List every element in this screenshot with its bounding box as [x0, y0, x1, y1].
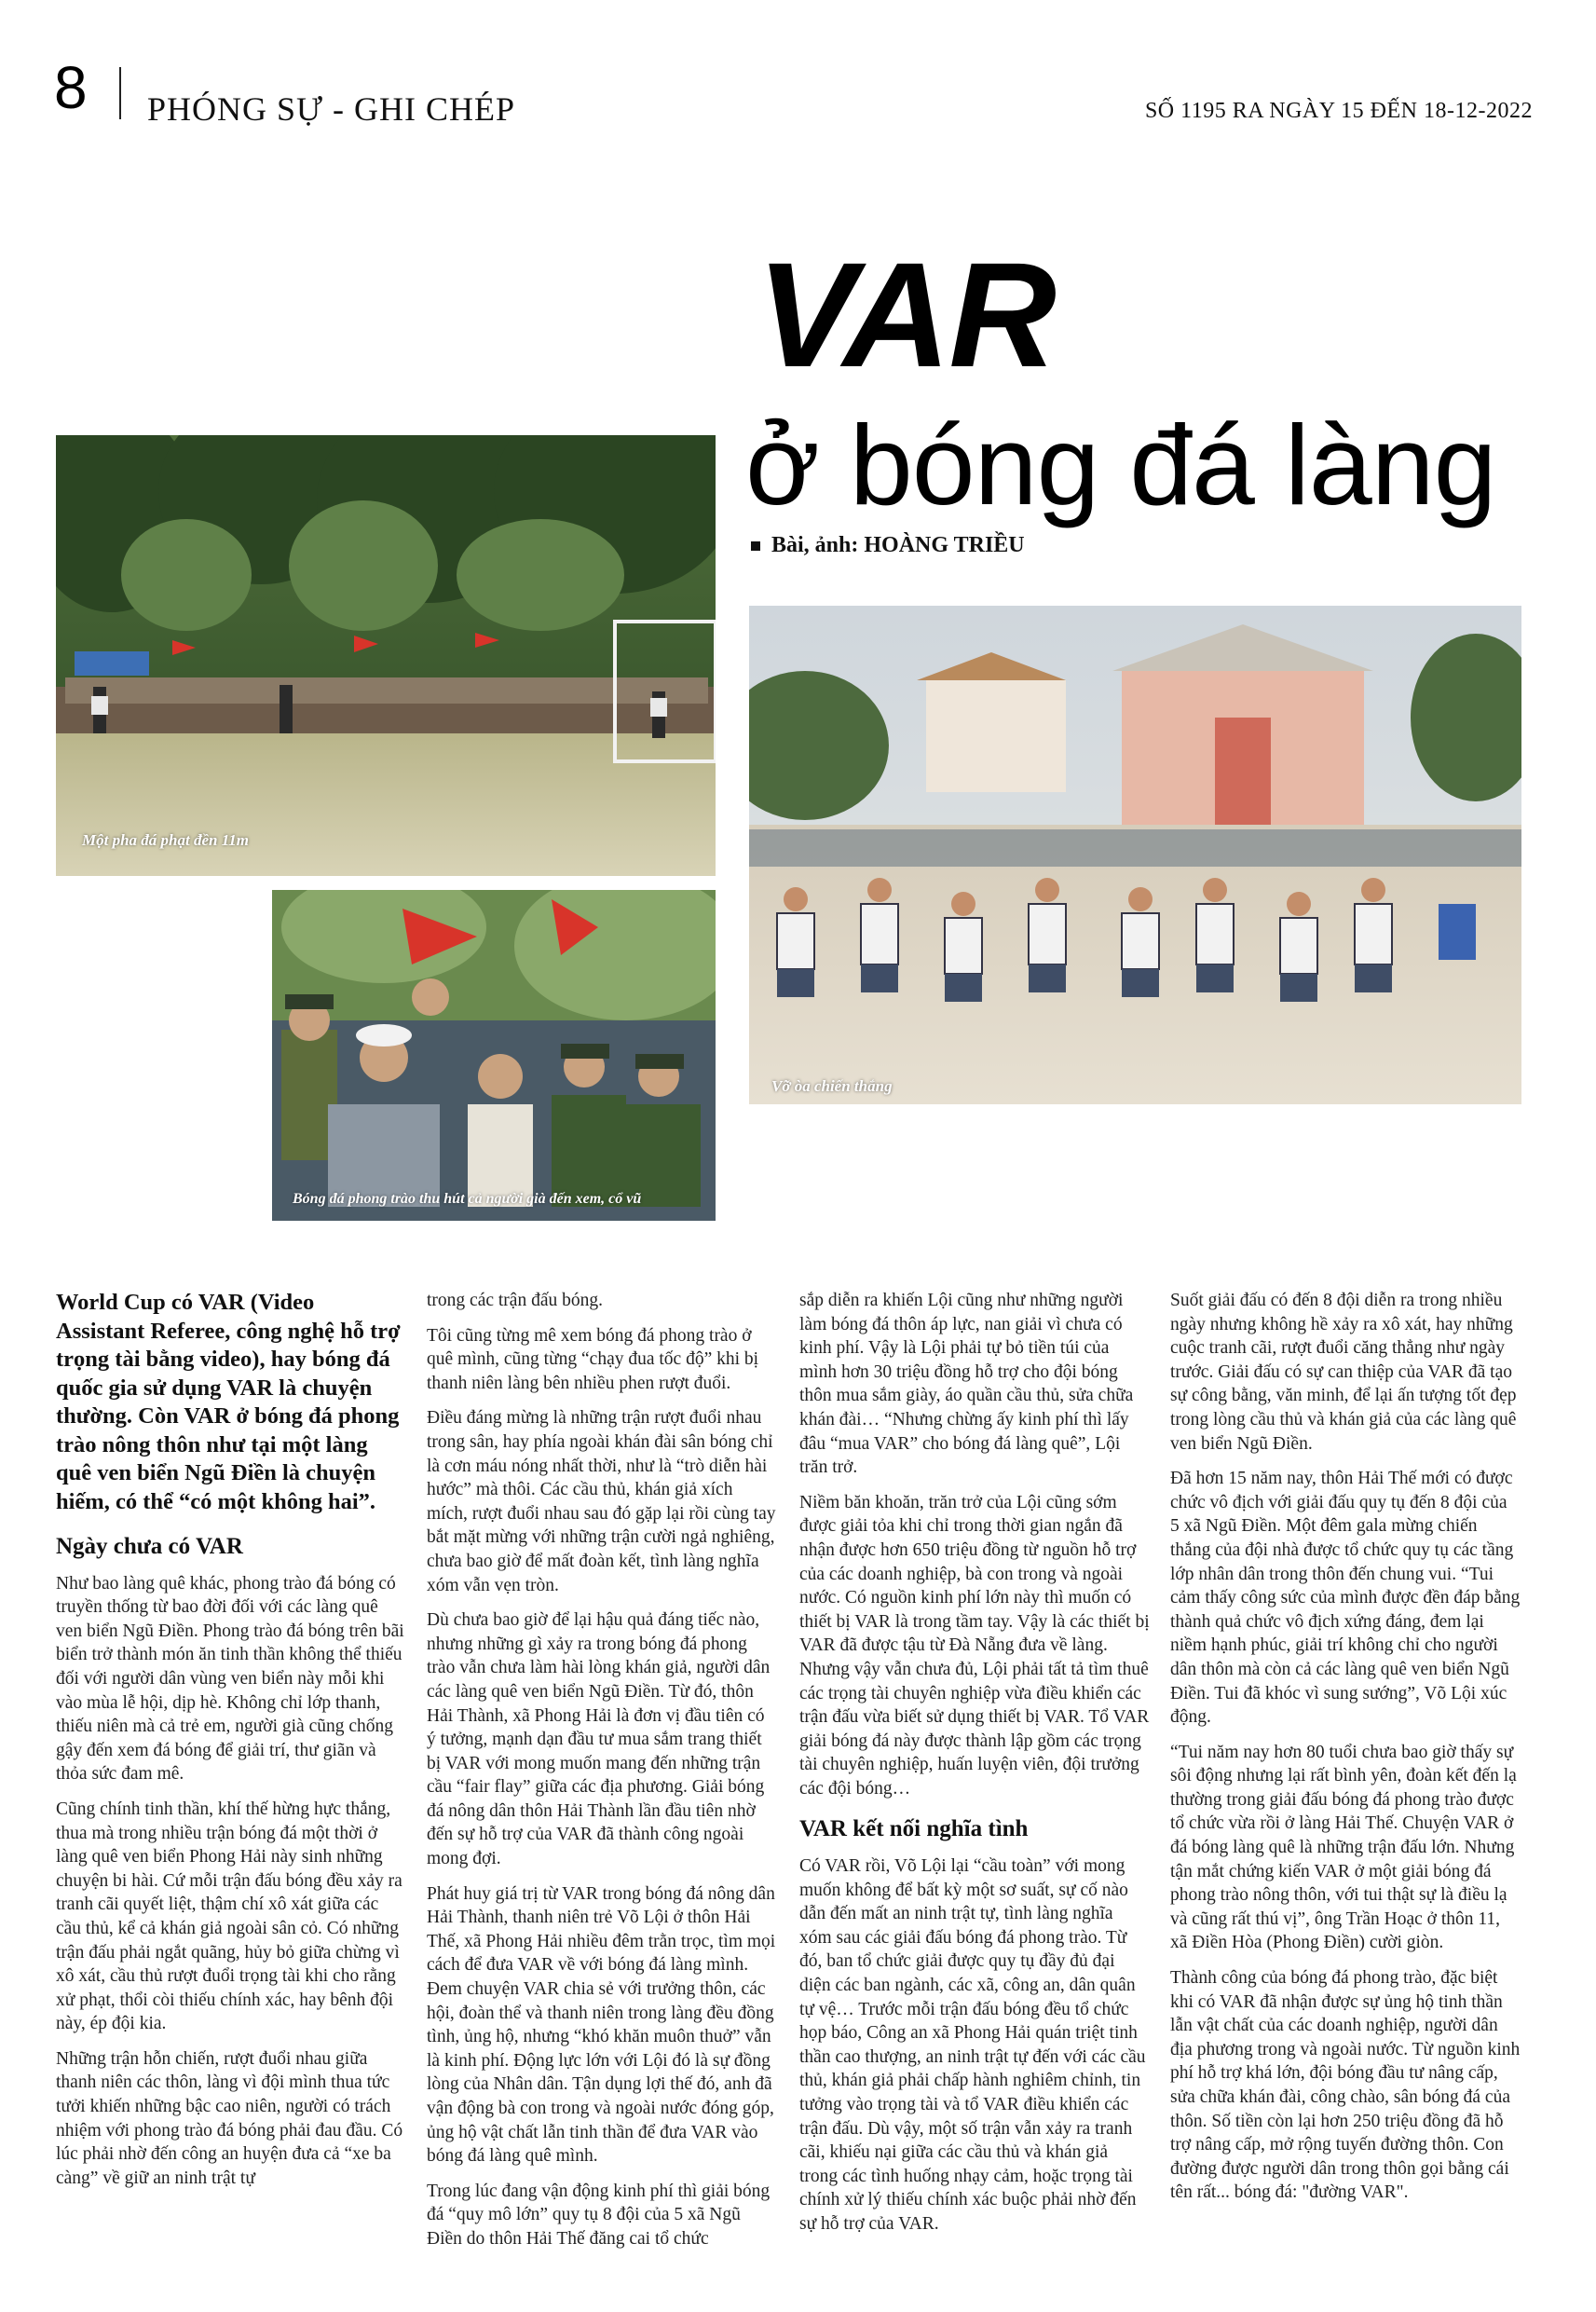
photo-celebration	[749, 606, 1521, 1104]
article-paragraph: Trong lúc đang vận động kinh phí thì giải bóng đá “quy mô lớn” quy tụ 8 đội của 5 xã Ngũ Điền do thôn Hải Thế đăng cai tổ chức	[427, 2181, 771, 2249]
photo-celebration-image	[749, 606, 1521, 1104]
bullet-square-icon	[751, 541, 760, 551]
article-lead: World Cup có VAR (Video Assistant Referee, công nghệ hỗ trợ trọng tài bằng video), hay bóng đá quốc gia sử dụng VAR là chuyện thường. Còn VAR ở bóng đá phong trào nông thôn như tại một làng quê ven biển Ngũ Điền là chuyện hiếm, có thể “có một không hai”.	[56, 1290, 401, 1514]
article-paragraph: Phát huy giá trị từ VAR trong bóng đá nông dân Hải Thành, thanh niên trẻ Võ Lội ở thôn Hải Thế, xã Phong Hải nhiều đêm trằn trọc, tìm mọi cách để đưa VAR về với bóng đá làng mình. Đem chuyện VAR chia sẻ với trưởng thôn, các hội, đoàn thể và thanh niên trong làng đều đồng tình, ủng hộ, nhưng “khó khăn muôn thuở” vẫn là kinh phí. Động lực lớn với Lội đó là sự đồng lòng của Nhân dân. Tận dụng lợi thế đó, anh đã vận động bà con trong và ngoài nước đóng góp, ủng hộ vật chất lẫn tinh thần để đưa VAR vào bóng đá làng quê mình.	[427, 1883, 776, 2167]
article-paragraph: Suốt giải đấu có đến 8 đội diễn ra trong nhiều ngày nhưng không hề xảy ra xô xát, hay những cuộc tranh cãi, rượt đuổi căng thẳng như ngày trước. Giải đấu có sự can thiệp của VAR đã tạo sự công bằng, văn minh, để lại ấn tượng tốt đẹp trong lòng cầu thủ và khán giả của các làng quê ven biển Ngũ Điền.	[1170, 1291, 1517, 1454]
article-column-2	[427, 1289, 777, 2263]
photo-spectators	[272, 890, 716, 1221]
caption-celebration: Vỡ òa chiến thắng	[771, 1077, 893, 1095]
article-paragraph: Như bao làng quê khác, phong trào đá bóng có truyền thống từ bao đời đối với các làng quê ven biển Ngũ Điền. Phong trào đá bóng trên bãi biển trở thành món ăn tinh thần không thể thiếu đối với người dân vùng ven biển này mỗi khi vào mùa lễ hội, dịp hè. Không chỉ lớp thanh, thiếu niên mà cả trẻ em, người già cũng chống gậy đến xem đá bóng để giải trí, thư giãn và thỏa sức đam mê.	[56, 1573, 404, 1785]
article-column-3	[799, 1289, 1150, 2248]
article-paragraph: Niềm băn khoăn, trăn trở của Lội cũng sớm được giải tỏa khi chỉ trong thời gian ngắn đã nhận được hơn 650 triệu đồng từ nguồn hỗ trợ của các doanh nghiệp, bà con trong và ngoài nước. Có nguồn kinh phí lớn này thì muốn có thiết bị VAR là trong tầm tay. Vậy là các thiết bị VAR đã được tậu từ Đà Nẵng đưa về làng. Nhưng vậy vẫn chưa đủ, Lội phải tất tả tìm thuê các trọng tài chuyên nghiệp vừa điều khiển các trận đấu vừa biết sử dụng thiết bị VAR. Tổ VAR giải bóng đá này được thành lập gồm các trọng tài chuyên nghiệp, huấn luyện viên, đội trưởng các đội bóng…	[799, 1492, 1150, 1799]
subhead-var-connection: VAR kết nối nghĩa tình	[799, 1816, 1029, 1842]
photo-penalty-kick-image	[56, 435, 716, 876]
headline-subtitle: ở bóng đá làng	[745, 402, 1496, 528]
article-paragraph: Có VAR rồi, Võ Lội lại “cầu toàn” với mong muốn không để bất kỳ một sơ suất, sự cố nào dẫn đến mất an ninh trật tự, tình làng nghĩa xóm sau các giải đấu bóng đá phong trào. Từ đó, ban tổ chức giải được quy tụ đầy đủ đại diện các ban ngành, các xã, công an, dân quân tự vệ… Trước mỗi trận đấu bóng đều tổ chức họp báo, Công an xã Phong Hải quán triệt tinh thần cao thượng, an ninh trật tự đến với các cầu thủ, khán giả phải chấp hành nghiêm chỉnh, tin tưởng vào trọng tài và tổ VAR điều khiển các trận đấu. Dù vậy, một số trận vẫn xảy ra tranh cãi, khiếu nại giữa các cầu thủ và khán giả trong các tình huống nhạy cảm, hoặc trọng tài chính xử lý thiếu chính xác buộc phải nhờ đến sự hỗ trợ của VAR.	[799, 1856, 1146, 2234]
article-paragraph: Thành công của bóng đá phong trào, đặc biệt khi có VAR đã nhận được sự ủng hộ tinh thần lẫn vật chất của các doanh nghiệp, người dân địa phương trong và ngoài nước. Từ nguồn kinh phí hỗ trợ khá lớn, đội bóng đầu tư nâng cấp, sửa chữa khán đài, công chào, sân bóng đá của thôn. Số tiền còn lại hơn 250 triệu đồng đã hỗ trợ nâng cấp, mở rộng tuyến đường thôn. Con đường được người dân trong thôn gọi bằng cái tên rất... bóng đá: "đường VAR".	[1170, 1968, 1521, 2203]
article-column-1	[56, 1289, 406, 2201]
header-divider	[119, 67, 121, 119]
photo-penalty-kick	[56, 435, 716, 876]
article-paragraph: “Tui năm nay hơn 80 tuổi chưa bao giờ thấy sự sôi động nhưng lại rất bình yên, đoàn kết đến lạ thường trong giải đấu bóng đá phong trào được tổ chức vừa rồi ở làng Hải Thế. Chuyện VAR ở đá bóng làng quê là những trận đấu lớn. Nhưng tận mắt chứng kiến VAR ở một giải bóng đá phong trào nông thôn, với tui thật sự là điều lạ và cũng rất thú vị”, ông Trần Hoạc ở thôn 11, xã Điền Hòa (Phong Điền) cười giòn.	[1170, 1742, 1517, 1953]
article-paragraph: Cũng chính tinh thần, khí thế hừng hực thắng, thua mà trong nhiều trận bóng đá một thời ở làng quê ven biển Phong Hải này sinh những chuyện bi hài. Cứ mỗi trận đấu bóng đều xảy ra tranh cãi quyết liệt, thậm chí xô xát giữa các cầu thủ, kể cả khán giả ngoài sân cỏ. Có những trận đấu phải ngắt quãng, hủy bỏ giữa chừng vì xô xát, cầu thủ rượt đuổi trọng tài khi cho rằng xử phạt, thổi còi thiếu chính xác, hay bênh đội này, ép đội kia.	[56, 1799, 402, 2034]
subhead-before-var: Ngày chưa có VAR	[56, 1534, 243, 1559]
byline-text: Bài, ảnh: HOÀNG TRIỀU	[771, 533, 1025, 557]
section-label: PHÓNG SỰ - GHI CHÉP	[147, 90, 515, 128]
byline	[751, 533, 1025, 558]
article-paragraph: Điều đáng mừng là những trận rượt đuổi nhau trong sân, hay phía ngoài khán đài sân bóng chỉ là cơn máu nóng nhất thời, như là “trò diễn hài hước” mà thôi. Các cầu thủ, khán giả xích mích, rượt đuổi nhau sau đó gặp lại rồi cùng tay bắt mặt mừng với những trận cười ngả nghiêng, chưa bao giờ để mất đoàn kết, tình làng nghĩa xóm vẫn vẹn tròn.	[427, 1408, 776, 1595]
article-paragraph: trong các trận đấu bóng.	[427, 1291, 603, 1310]
article-paragraph: sắp diễn ra khiến Lội cũng như những người làm bóng đá thôn áp lực, nan giải vì chưa có kinh phí. Vậy là Lội phải tự bỏ tiền túi của mình hơn 30 triệu đồng hỗ trợ cho đội bóng thôn mua sắm giày, áo quần cầu thủ, sửa chữa khán đài… “Nhưng chừng ấy kinh phí thì lấy đâu “mua VAR” cho bóng đá làng quê”, Lội trăn trở.	[799, 1291, 1134, 1478]
page-number: 8	[54, 54, 88, 121]
issue-line: SỐ 1195 RA NGÀY 15 ĐẾN 18-12-2022	[1144, 99, 1533, 123]
caption-penalty: Một pha đá phạt đền 11m	[82, 831, 250, 849]
article-paragraph: Những trận hỗn chiến, rượt đuổi nhau giữa thanh niên các thôn, làng vì đội mình thua tức tưởi khiến những bậc cao niên, người có trách nhiệm với phong trào đá bóng phải đau đầu. Có lúc phải nhờ đến công an huyện đưa cả “xe ba càng” về giữ an ninh trật tự	[56, 2048, 403, 2188]
caption-spectators: Bóng đá phong trào thu hút cả người già đến xem, cổ vũ	[293, 1191, 642, 1207]
photo-spectators-image	[272, 890, 716, 1221]
article-paragraph: Tôi cũng từng mê xem bóng đá phong trào ở quê mình, cũng từng “chạy đua tốc độ” khi bị thanh niên làng bên nhiều phen rượt đuổi.	[427, 1325, 759, 1393]
article-paragraph: Đã hơn 15 năm nay, thôn Hải Thế mới có được chức vô địch với giải đấu quy tụ đến 8 đội của 5 xã Ngũ Điền. Một đêm gala mừng chiến thắng của đội nhà được tổ chức quy tụ các tầng lớp nhân dân trong thôn đến chung vui. “Tui cảm thấy công sức của mình được đền đáp bằng thành quả chức vô địch xứng đáng, đem lại niềm hạnh phúc, giải trí không chỉ cho người dân thôn mà còn cả các làng quê ven biển Ngũ Điền. Tui đã khóc vì sung sướng”, Võ Lội xúc động.	[1170, 1469, 1521, 1728]
headline-var: VAR	[757, 231, 1055, 398]
article-paragraph: Dù chưa bao giờ để lại hậu quả đáng tiếc nào, nhưng những gì xảy ra trong bóng đá phong trào vẫn chưa làm hài lòng khán giả, người dân các làng quê ven biển Ngũ Điền. Từ đó, thôn Hải Thành, xã Phong Hải là đơn vị đầu tiên có ý tưởng, mạnh dạn đầu tư mua sắm trang thiết bị VAR với mong muốn mang đến những trận cầu “fair flay” giữa các địa phương. Giải bóng đá nông dân thôn Hải Thành lần đầu tiên nhờ đến sự hỗ trợ của VAR đã thành công ngoài mong đợi.	[427, 1610, 771, 1869]
article-column-4	[1170, 1289, 1521, 2216]
